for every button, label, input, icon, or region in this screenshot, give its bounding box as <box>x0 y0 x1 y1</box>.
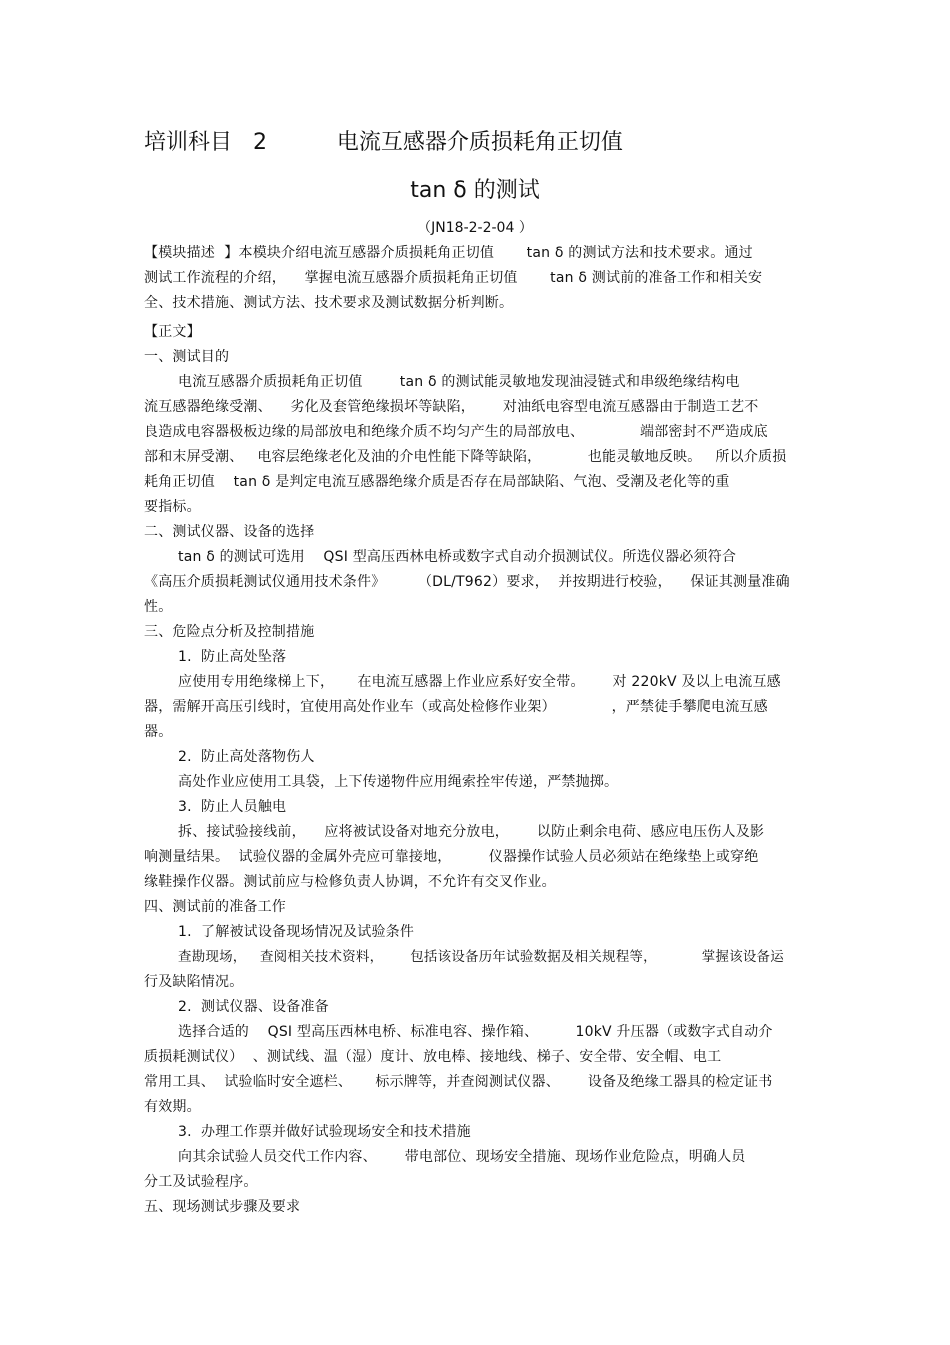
section-heading: 五、现场测试步骤及要求 <box>144 1199 301 1215</box>
body-line: 常用工具、 试验临时安全遮栏、 标示牌等，并查阅测试仪器、 设备及绝缘工器具的检定证书 <box>144 1074 773 1090</box>
body-line: 要指标。 <box>144 499 201 515</box>
body-line: 【模块描述 】本模块介绍电流互感器介质损耗角正切值 tan δ 的测试方法和技术要求。通过 <box>144 245 753 261</box>
document-code: （JN18-2-2-04 ） <box>417 220 533 236</box>
body-line: 器。 <box>144 724 173 740</box>
body-line: 应使用专用绝缘梯上下， 在电流互感器上作业应系好安全带。 对 220kV 及以上电流互感 <box>178 674 781 690</box>
section-heading: 三、危险点分析及控制措施 <box>144 624 315 640</box>
section-heading: 四、测试前的准备工作 <box>144 899 286 915</box>
body-line: tan δ 的测试可选用 QSI 型高压西林电桥或数字式自动介损测试仪。所选仪器必须符合 <box>178 549 737 565</box>
body-line: 良造成电容器极板边缘的局部放电和绝缘介质不均匀产生的局部放电、 端部密封不严造成底 <box>144 424 768 440</box>
title-line-2: tan δ 的测试 <box>410 178 540 203</box>
subsection-heading: 3. 办理工作票并做好试验现场安全和技术措施 <box>178 1124 471 1140</box>
body-line: 质损耗测试仪） 、测试线、温（湿）度计、放电棒、接地线、梯子、安全带、安全帽、电工 <box>144 1049 722 1065</box>
body-line: 缘鞋操作仪器。测试前应与检修负责人协调，不允许有交叉作业。 <box>144 874 556 890</box>
body-line: 选择合适的 QSI 型高压西林电桥、标准电容、操作箱、 10kV 升压器（或数字式自动介 <box>178 1024 773 1040</box>
body-line: 全、技术措施、测试方法、技术要求及测试数据分析判断。 <box>144 295 514 311</box>
body-line: 【正文】 <box>144 324 201 340</box>
body-line: 耗角正切值 tan δ 是判定电流互感器绝缘介质是否存在局部缺陷、气泡、受潮及老化等的重 <box>144 474 730 490</box>
body-line: 行及缺陷情况。 <box>144 974 244 990</box>
subsection-heading: 2. 测试仪器、设备准备 <box>178 999 329 1015</box>
subsection-heading: 1. 防止高处坠落 <box>178 649 287 665</box>
body-line: 测试工作流程的介绍， 掌握电流互感器介质损耗角正切值 tan δ 测试前的准备工作和相关安 <box>144 270 763 286</box>
body-line: 响测量结果。 试验仪器的金属外壳应可靠接地， 仪器操作试验人员必须站在绝缘垫上或穿绝 <box>144 849 759 865</box>
subsection-heading: 1. 了解被试设备现场情况及试验条件 <box>178 924 415 940</box>
title-line-1: 培训科目 2 电流互感器介质损耗角正切值 <box>144 130 623 155</box>
body-line: 向其余试验人员交代工作内容、 带电部位、现场安全措施、现场作业危险点，明确人员 <box>178 1149 746 1165</box>
body-line: 性。 <box>144 599 173 615</box>
body-line: 器，需解开高压引线时，宜使用高处作业车（或高处检修作业架） ，严禁徒手攀爬电流互感 <box>144 699 768 715</box>
body-line: 有效期。 <box>144 1099 201 1115</box>
body-line: 高处作业应使用工具袋，上下传递物件应用绳索拴牢传递，严禁抛掷。 <box>178 774 619 790</box>
body-line: 《高压介质损耗测试仪通用技术条件》 （DL/T962）要求， 并按期进行校验， 保证其测量准确 <box>144 574 790 590</box>
section-heading: 一、测试目的 <box>144 349 230 365</box>
section-heading: 二、测试仪器、设备的选择 <box>144 524 315 540</box>
body-line: 电流互感器介质损耗角正切值 tan δ 的测试能灵敏地发现油浸链式和串级绝缘结构电 <box>178 374 740 390</box>
subsection-heading: 3. 防止人员触电 <box>178 799 287 815</box>
body-line: 拆、接试验接线前， 应将被试设备对地充分放电， 以防止剩余电荷、感应电压伤人及影 <box>178 824 765 840</box>
subsection-heading: 2. 防止高处落物伤人 <box>178 749 315 765</box>
body-line: 流互感器绝缘受潮、 劣化及套管绝缘损坏等缺陷， 对油纸电容型电流互感器由于制造工艺不 <box>144 399 759 415</box>
body-line: 部和末屏受潮、 电容层绝缘老化及油的介电性能下降等缺陷， 也能灵敏地反映。 所以介质损 <box>144 449 787 465</box>
body-line: 分工及试验程序。 <box>144 1174 258 1190</box>
body-line: 查勘现场， 查阅相关技术资料， 包括该设备历年试验数据及相关规程等， 掌握该设备运 <box>178 949 784 965</box>
